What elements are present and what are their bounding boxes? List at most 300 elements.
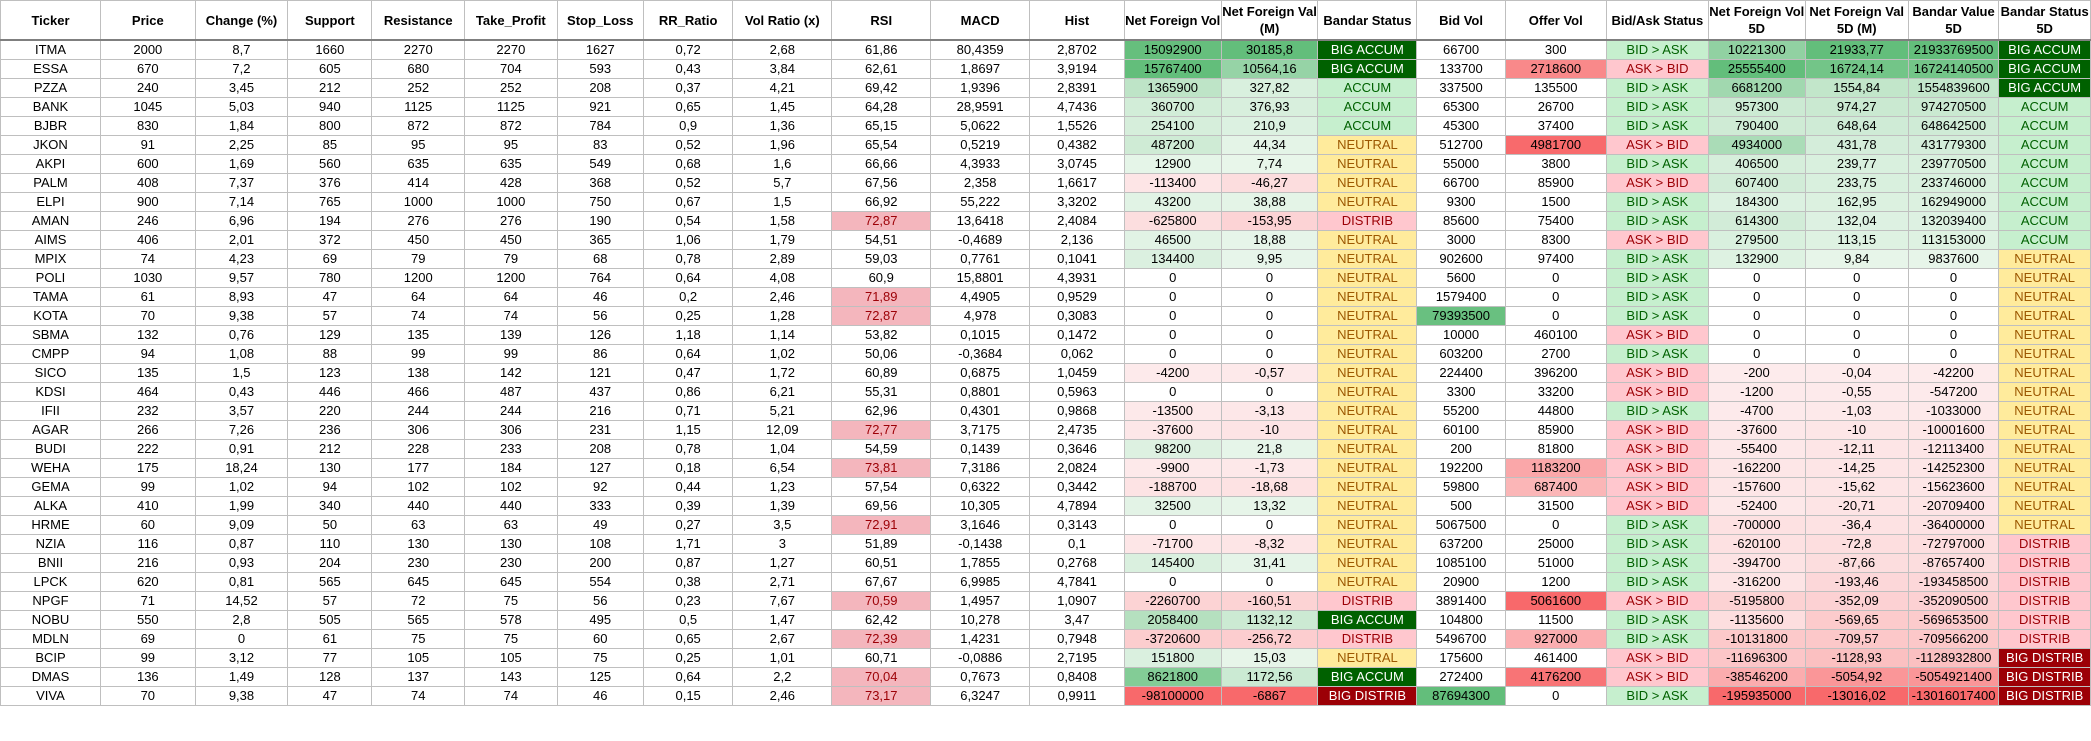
cell-support: 940: [288, 98, 372, 117]
table-row[interactable]: [1, 288, 2091, 307]
cell-hist: 0,1472: [1030, 326, 1125, 345]
cell-net-foreign-vol: 8621800: [1124, 668, 1221, 687]
cell-bandar-status: NEUTRAL: [1318, 174, 1417, 193]
column-header-resistance[interactable]: Resistance: [372, 1, 465, 41]
cell-resistance: 135: [372, 326, 465, 345]
table-row[interactable]: [1, 193, 2091, 212]
cell-net-foreign-val-m: -0,57: [1221, 364, 1318, 383]
cell-stop-loss: 554: [557, 573, 643, 592]
cell-bandar-status-5d: NEUTRAL: [1999, 250, 2091, 269]
cell-bandar-status: NEUTRAL: [1318, 288, 1417, 307]
column-header-bid-ask-status[interactable]: Bid/Ask Status: [1606, 1, 1708, 41]
cell-ticker: ELPI: [1, 193, 101, 212]
cell-bandar-value-5d: 0: [1908, 307, 1999, 326]
cell-rr-ratio: 0,47: [643, 364, 732, 383]
cell-bandar-value-5d: -709566200: [1908, 630, 1999, 649]
column-header-take-profit[interactable]: Take_Profit: [465, 1, 558, 41]
table-row[interactable]: [1, 459, 2091, 478]
cell-macd: 3,1646: [931, 516, 1030, 535]
cell-rr-ratio: 0,27: [643, 516, 732, 535]
cell-net-foreign-val-m: -153,95: [1221, 212, 1318, 231]
cell-bandar-value-5d: -20709400: [1908, 497, 1999, 516]
cell-resistance: 72: [372, 592, 465, 611]
cell-bid-ask-status: ASK > BID: [1606, 649, 1708, 668]
cell-ticker: NZIA: [1, 535, 101, 554]
cell-bid-vol: 192200: [1417, 459, 1505, 478]
column-header-offer-vol[interactable]: Offer Vol: [1505, 1, 1606, 41]
cell-net-foreign-vol-5d: -4700: [1708, 402, 1805, 421]
cell-price: 91: [100, 136, 195, 155]
cell-take-profit: 95: [465, 136, 558, 155]
table-row[interactable]: [1, 212, 2091, 231]
cell-ticker: NPGF: [1, 592, 101, 611]
cell-resistance: 74: [372, 307, 465, 326]
cell-stop-loss: 121: [557, 364, 643, 383]
table-row[interactable]: [1, 326, 2091, 345]
cell-net-foreign-vol: 0: [1124, 383, 1221, 402]
cell-bid-vol: 3000: [1417, 231, 1505, 250]
cell-bandar-status: NEUTRAL: [1318, 516, 1417, 535]
column-header-bandar-status[interactable]: Bandar Status: [1318, 1, 1417, 41]
cell-stop-loss: 208: [557, 79, 643, 98]
cell-rr-ratio: 0,64: [643, 269, 732, 288]
cell-bandar-status: ACCUM: [1318, 79, 1417, 98]
table-row[interactable]: [1, 40, 2091, 60]
cell-bid-ask-status: BID > ASK: [1606, 611, 1708, 630]
cell-net-foreign-vol: 15092900: [1124, 40, 1221, 60]
table-row[interactable]: [1, 592, 2091, 611]
cell-resistance: 565: [372, 611, 465, 630]
cell-bandar-status: NEUTRAL: [1318, 193, 1417, 212]
cell-net-foreign-vol-5d: -38546200: [1708, 668, 1805, 687]
cell-bandar-value-5d: 132039400: [1908, 212, 1999, 231]
cell-stop-loss: 83: [557, 136, 643, 155]
cell-macd: 1,8697: [931, 60, 1030, 79]
cell-stop-loss: 75: [557, 649, 643, 668]
table-row[interactable]: [1, 307, 2091, 326]
cell-change: 14,52: [195, 592, 288, 611]
cell-bandar-status: NEUTRAL: [1318, 326, 1417, 345]
cell-offer-vol: 3800: [1505, 155, 1606, 174]
cell-stop-loss: 108: [557, 535, 643, 554]
cell-take-profit: 142: [465, 364, 558, 383]
cell-take-profit: 63: [465, 516, 558, 535]
cell-net-foreign-val-5d-m: -10: [1805, 421, 1908, 440]
cell-hist: 0,9911: [1030, 687, 1125, 706]
cell-hist: 2,4084: [1030, 212, 1125, 231]
cell-macd: 6,9985: [931, 573, 1030, 592]
column-header-price[interactable]: Price: [100, 1, 195, 41]
cell-bid-ask-status: BID > ASK: [1606, 554, 1708, 573]
cell-bid-ask-status: BID > ASK: [1606, 40, 1708, 60]
cell-net-foreign-val-5d-m: -13016,02: [1805, 687, 1908, 706]
cell-price: 70: [100, 687, 195, 706]
cell-vol-ratio-x: 1,5: [733, 193, 832, 212]
cell-price: 116: [100, 535, 195, 554]
table-row[interactable]: [1, 421, 2091, 440]
cell-bid-ask-status: ASK > BID: [1606, 383, 1708, 402]
cell-net-foreign-vol-5d: 0: [1708, 326, 1805, 345]
cell-support: 605: [288, 60, 372, 79]
cell-bid-vol: 272400: [1417, 668, 1505, 687]
cell-net-foreign-val-5d-m: 113,15: [1805, 231, 1908, 250]
column-header-bid-vol[interactable]: Bid Vol: [1417, 1, 1505, 41]
cell-net-foreign-vol: 254100: [1124, 117, 1221, 136]
cell-net-foreign-val-5d-m: -0,04: [1805, 364, 1908, 383]
cell-bid-vol: 5600: [1417, 269, 1505, 288]
cell-hist: 0,4382: [1030, 136, 1125, 155]
table-body: [1, 40, 2091, 706]
cell-change: 1,99: [195, 497, 288, 516]
table-row[interactable]: [1, 155, 2091, 174]
cell-macd: 10,305: [931, 497, 1030, 516]
cell-vol-ratio-x: 3,84: [733, 60, 832, 79]
cell-rsi: 71,89: [832, 288, 931, 307]
cell-bid-vol: 85600: [1417, 212, 1505, 231]
cell-rr-ratio: 0,2: [643, 288, 732, 307]
column-header-rr-ratio[interactable]: RR_Ratio: [643, 1, 732, 41]
cell-bid-ask-status: BID > ASK: [1606, 630, 1708, 649]
column-header-net-foreign-val-5d-m[interactable]: Net Foreign Val 5D (M): [1805, 1, 1908, 41]
table-row[interactable]: [1, 497, 2091, 516]
cell-offer-vol: 26700: [1505, 98, 1606, 117]
cell-price: 69: [100, 630, 195, 649]
cell-bandar-value-5d: 233746000: [1908, 174, 1999, 193]
cell-bid-vol: 66700: [1417, 174, 1505, 193]
cell-net-foreign-vol: 145400: [1124, 554, 1221, 573]
cell-net-foreign-val-5d-m: -20,71: [1805, 497, 1908, 516]
table-row[interactable]: [1, 402, 2091, 421]
cell-take-profit: 233: [465, 440, 558, 459]
cell-net-foreign-vol: 0: [1124, 573, 1221, 592]
cell-support: 57: [288, 592, 372, 611]
column-header-bandar-value-5d[interactable]: Bandar Value 5D: [1908, 1, 1999, 41]
cell-hist: 2,4735: [1030, 421, 1125, 440]
table-row[interactable]: [1, 364, 2091, 383]
cell-price: 94: [100, 345, 195, 364]
cell-vol-ratio-x: 1,23: [733, 478, 832, 497]
cell-price: 266: [100, 421, 195, 440]
cell-take-profit: 428: [465, 174, 558, 193]
table-row[interactable]: [1, 79, 2091, 98]
cell-resistance: 244: [372, 402, 465, 421]
cell-ticker: AGAR: [1, 421, 101, 440]
cell-net-foreign-vol-5d: 0: [1708, 269, 1805, 288]
cell-price: 60: [100, 516, 195, 535]
cell-rsi: 54,51: [832, 231, 931, 250]
cell-bid-ask-status: BID > ASK: [1606, 307, 1708, 326]
cell-bid-vol: 200: [1417, 440, 1505, 459]
cell-hist: 0,7948: [1030, 630, 1125, 649]
cell-vol-ratio-x: 1,14: [733, 326, 832, 345]
table-row[interactable]: [1, 668, 2091, 687]
table-row[interactable]: [1, 231, 2091, 250]
cell-bandar-value-5d: -1128932800: [1908, 649, 1999, 668]
cell-rr-ratio: 0,72: [643, 40, 732, 60]
table-row[interactable]: [1, 611, 2091, 630]
column-header-net-foreign-vol[interactable]: Net Foreign Vol: [1124, 1, 1221, 41]
cell-bandar-status: NEUTRAL: [1318, 573, 1417, 592]
cell-hist: 0,3083: [1030, 307, 1125, 326]
cell-offer-vol: 75400: [1505, 212, 1606, 231]
cell-bandar-value-5d: 974270500: [1908, 98, 1999, 117]
cell-change: 2,25: [195, 136, 288, 155]
cell-macd: 0,4301: [931, 402, 1030, 421]
cell-bandar-value-5d: 431779300: [1908, 136, 1999, 155]
cell-net-foreign-val-5d-m: 233,75: [1805, 174, 1908, 193]
cell-change: 4,23: [195, 250, 288, 269]
cell-net-foreign-vol-5d: -37600: [1708, 421, 1805, 440]
cell-bandar-status: BIG ACCUM: [1318, 668, 1417, 687]
cell-net-foreign-vol: -13500: [1124, 402, 1221, 421]
column-header-macd[interactable]: MACD: [931, 1, 1030, 41]
table-row[interactable]: [1, 174, 2091, 193]
cell-bandar-status-5d: BIG DISTRIB: [1999, 687, 2091, 706]
cell-stop-loss: 126: [557, 326, 643, 345]
cell-net-foreign-vol-5d: -620100: [1708, 535, 1805, 554]
cell-ticker: ESSA: [1, 60, 101, 79]
cell-bandar-value-5d: -14252300: [1908, 459, 1999, 478]
cell-bandar-status: ACCUM: [1318, 98, 1417, 117]
cell-bandar-status-5d: NEUTRAL: [1999, 440, 2091, 459]
cell-offer-vol: 97400: [1505, 250, 1606, 269]
cell-bid-vol: 637200: [1417, 535, 1505, 554]
cell-change: 1,02: [195, 478, 288, 497]
cell-stop-loss: 56: [557, 592, 643, 611]
cell-rsi: 67,56: [832, 174, 931, 193]
cell-bid-vol: 79393500: [1417, 307, 1505, 326]
cell-price: 246: [100, 212, 195, 231]
cell-change: 0,93: [195, 554, 288, 573]
column-header-vol-ratio-x[interactable]: Vol Ratio (x): [733, 1, 832, 41]
cell-net-foreign-vol: 0: [1124, 269, 1221, 288]
cell-net-foreign-vol: -71700: [1124, 535, 1221, 554]
cell-change: 9,09: [195, 516, 288, 535]
cell-net-foreign-val-m: 44,34: [1221, 136, 1318, 155]
cell-change: 0,43: [195, 383, 288, 402]
cell-support: 129: [288, 326, 372, 345]
cell-support: 446: [288, 383, 372, 402]
cell-rsi: 70,04: [832, 668, 931, 687]
cell-rsi: 72,87: [832, 307, 931, 326]
cell-bandar-status: NEUTRAL: [1318, 250, 1417, 269]
table-row[interactable]: [1, 117, 2091, 136]
cell-ticker: LPCK: [1, 573, 101, 592]
cell-offer-vol: 8300: [1505, 231, 1606, 250]
cell-net-foreign-vol: 12900: [1124, 155, 1221, 174]
cell-offer-vol: 11500: [1505, 611, 1606, 630]
cell-change: 0: [195, 630, 288, 649]
cell-bid-ask-status: ASK > BID: [1606, 668, 1708, 687]
cell-hist: 1,0459: [1030, 364, 1125, 383]
cell-hist: 2,0824: [1030, 459, 1125, 478]
cell-vol-ratio-x: 4,08: [733, 269, 832, 288]
cell-hist: 0,3143: [1030, 516, 1125, 535]
cell-offer-vol: 1200: [1505, 573, 1606, 592]
cell-rsi: 55,31: [832, 383, 931, 402]
table-row[interactable]: [1, 440, 2091, 459]
cell-price: 240: [100, 79, 195, 98]
table-row[interactable]: [1, 630, 2091, 649]
cell-offer-vol: 0: [1505, 307, 1606, 326]
cell-offer-vol: 31500: [1505, 497, 1606, 516]
cell-rsi: 51,89: [832, 535, 931, 554]
cell-offer-vol: 396200: [1505, 364, 1606, 383]
table-row[interactable]: [1, 383, 2091, 402]
cell-net-foreign-vol-5d: -200: [1708, 364, 1805, 383]
cell-bandar-status: DISTRIB: [1318, 630, 1417, 649]
table-row[interactable]: [1, 98, 2091, 117]
cell-support: 236: [288, 421, 372, 440]
cell-ticker: AIMS: [1, 231, 101, 250]
cell-hist: 4,7841: [1030, 573, 1125, 592]
cell-stop-loss: 368: [557, 174, 643, 193]
cell-bandar-status: DISTRIB: [1318, 592, 1417, 611]
column-header-stop-loss[interactable]: Stop_Loss: [557, 1, 643, 41]
cell-bandar-status-5d: DISTRIB: [1999, 554, 2091, 573]
cell-net-foreign-vol-5d: -700000: [1708, 516, 1805, 535]
cell-bandar-status-5d: NEUTRAL: [1999, 402, 2091, 421]
cell-bid-ask-status: BID > ASK: [1606, 516, 1708, 535]
column-header-ticker[interactable]: Ticker: [1, 1, 101, 41]
cell-hist: 0,5963: [1030, 383, 1125, 402]
cell-bid-vol: 224400: [1417, 364, 1505, 383]
cell-net-foreign-val-m: -10: [1221, 421, 1318, 440]
cell-net-foreign-val-5d-m: 648,64: [1805, 117, 1908, 136]
cell-take-profit: 578: [465, 611, 558, 630]
cell-support: 47: [288, 288, 372, 307]
cell-net-foreign-vol: 32500: [1124, 497, 1221, 516]
cell-bid-vol: 3300: [1417, 383, 1505, 402]
cell-net-foreign-vol-5d: 184300: [1708, 193, 1805, 212]
column-header-support[interactable]: Support: [288, 1, 372, 41]
table-row[interactable]: [1, 554, 2091, 573]
cell-price: 830: [100, 117, 195, 136]
cell-net-foreign-val-m: 15,03: [1221, 649, 1318, 668]
cell-price: 1045: [100, 98, 195, 117]
cell-macd: 28,9591: [931, 98, 1030, 117]
cell-resistance: 414: [372, 174, 465, 193]
cell-bandar-status: DISTRIB: [1318, 212, 1417, 231]
cell-hist: 3,0745: [1030, 155, 1125, 174]
cell-take-profit: 74: [465, 307, 558, 326]
cell-take-profit: 450: [465, 231, 558, 250]
cell-take-profit: 184: [465, 459, 558, 478]
column-header-rsi[interactable]: RSI: [832, 1, 931, 41]
cell-ticker: BCIP: [1, 649, 101, 668]
cell-net-foreign-vol-5d: 0: [1708, 345, 1805, 364]
cell-hist: 3,3202: [1030, 193, 1125, 212]
cell-support: 130: [288, 459, 372, 478]
cell-price: 70: [100, 307, 195, 326]
cell-net-foreign-val-m: -1,73: [1221, 459, 1318, 478]
cell-macd: 1,7855: [931, 554, 1030, 573]
cell-vol-ratio-x: 4,21: [733, 79, 832, 98]
column-header-hist[interactable]: Hist: [1030, 1, 1125, 41]
cell-rsi: 72,77: [832, 421, 931, 440]
cell-vol-ratio-x: 1,47: [733, 611, 832, 630]
cell-change: 3,57: [195, 402, 288, 421]
cell-take-profit: 99: [465, 345, 558, 364]
table-row[interactable]: [1, 269, 2091, 288]
cell-take-profit: 872: [465, 117, 558, 136]
cell-net-foreign-val-5d-m: -709,57: [1805, 630, 1908, 649]
cell-resistance: 1125: [372, 98, 465, 117]
cell-net-foreign-val-m: 13,32: [1221, 497, 1318, 516]
cell-ticker: PZZA: [1, 79, 101, 98]
cell-vol-ratio-x: 6,21: [733, 383, 832, 402]
table-row[interactable]: [1, 250, 2091, 269]
cell-rsi: 66,92: [832, 193, 931, 212]
cell-bandar-value-5d: -547200: [1908, 383, 1999, 402]
cell-bid-vol: 175600: [1417, 649, 1505, 668]
cell-vol-ratio-x: 2,71: [733, 573, 832, 592]
cell-take-profit: 230: [465, 554, 558, 573]
cell-rsi: 60,71: [832, 649, 931, 668]
table-row[interactable]: [1, 535, 2091, 554]
cell-net-foreign-val-5d-m: 1554,84: [1805, 79, 1908, 98]
cell-price: 135: [100, 364, 195, 383]
cell-change: 1,84: [195, 117, 288, 136]
cell-ticker: AKPI: [1, 155, 101, 174]
cell-change: 6,96: [195, 212, 288, 231]
cell-bandar-status-5d: DISTRIB: [1999, 573, 2091, 592]
cell-bid-ask-status: ASK > BID: [1606, 497, 1708, 516]
cell-rsi: 61,86: [832, 40, 931, 60]
table-row[interactable]: [1, 60, 2091, 79]
cell-change: 3,45: [195, 79, 288, 98]
cell-price: 464: [100, 383, 195, 402]
cell-ticker: MPIX: [1, 250, 101, 269]
cell-offer-vol: 4981700: [1505, 136, 1606, 155]
cell-bandar-value-5d: -569653500: [1908, 611, 1999, 630]
cell-ticker: IFII: [1, 402, 101, 421]
table-row[interactable]: [1, 573, 2091, 592]
cell-offer-vol: 687400: [1505, 478, 1606, 497]
table-row[interactable]: [1, 478, 2091, 497]
cell-net-foreign-val-5d-m: -36,4: [1805, 516, 1908, 535]
cell-bandar-status-5d: NEUTRAL: [1999, 345, 2091, 364]
column-header-change[interactable]: Change (%): [195, 1, 288, 41]
cell-net-foreign-vol-5d: 406500: [1708, 155, 1805, 174]
cell-rr-ratio: 0,64: [643, 668, 732, 687]
cell-resistance: 228: [372, 440, 465, 459]
cell-net-foreign-val-5d-m: -0,55: [1805, 383, 1908, 402]
table-row[interactable]: [1, 516, 2091, 535]
cell-net-foreign-val-m: 327,82: [1221, 79, 1318, 98]
column-header-bandar-status-5d[interactable]: Bandar Status 5D: [1999, 1, 2091, 41]
cell-bandar-status-5d: DISTRIB: [1999, 611, 2091, 630]
cell-rsi: 60,89: [832, 364, 931, 383]
cell-price: 222: [100, 440, 195, 459]
cell-bid-ask-status: ASK > BID: [1606, 592, 1708, 611]
cell-rr-ratio: 0,64: [643, 345, 732, 364]
table-row[interactable]: [1, 345, 2091, 364]
column-header-net-foreign-val-m[interactable]: Net Foreign Val (M): [1221, 1, 1318, 41]
cell-stop-loss: 437: [557, 383, 643, 402]
cell-change: 0,87: [195, 535, 288, 554]
cell-resistance: 872: [372, 117, 465, 136]
cell-bid-vol: 1579400: [1417, 288, 1505, 307]
column-header-net-foreign-vol-5d[interactable]: Net Foreign Vol 5D: [1708, 1, 1805, 41]
cell-vol-ratio-x: 7,67: [733, 592, 832, 611]
table-row[interactable]: [1, 687, 2091, 706]
table-row[interactable]: [1, 136, 2091, 155]
cell-bandar-status-5d: NEUTRAL: [1999, 421, 2091, 440]
cell-bid-ask-status: BID > ASK: [1606, 117, 1708, 136]
cell-stop-loss: 46: [557, 288, 643, 307]
table-row[interactable]: [1, 649, 2091, 668]
